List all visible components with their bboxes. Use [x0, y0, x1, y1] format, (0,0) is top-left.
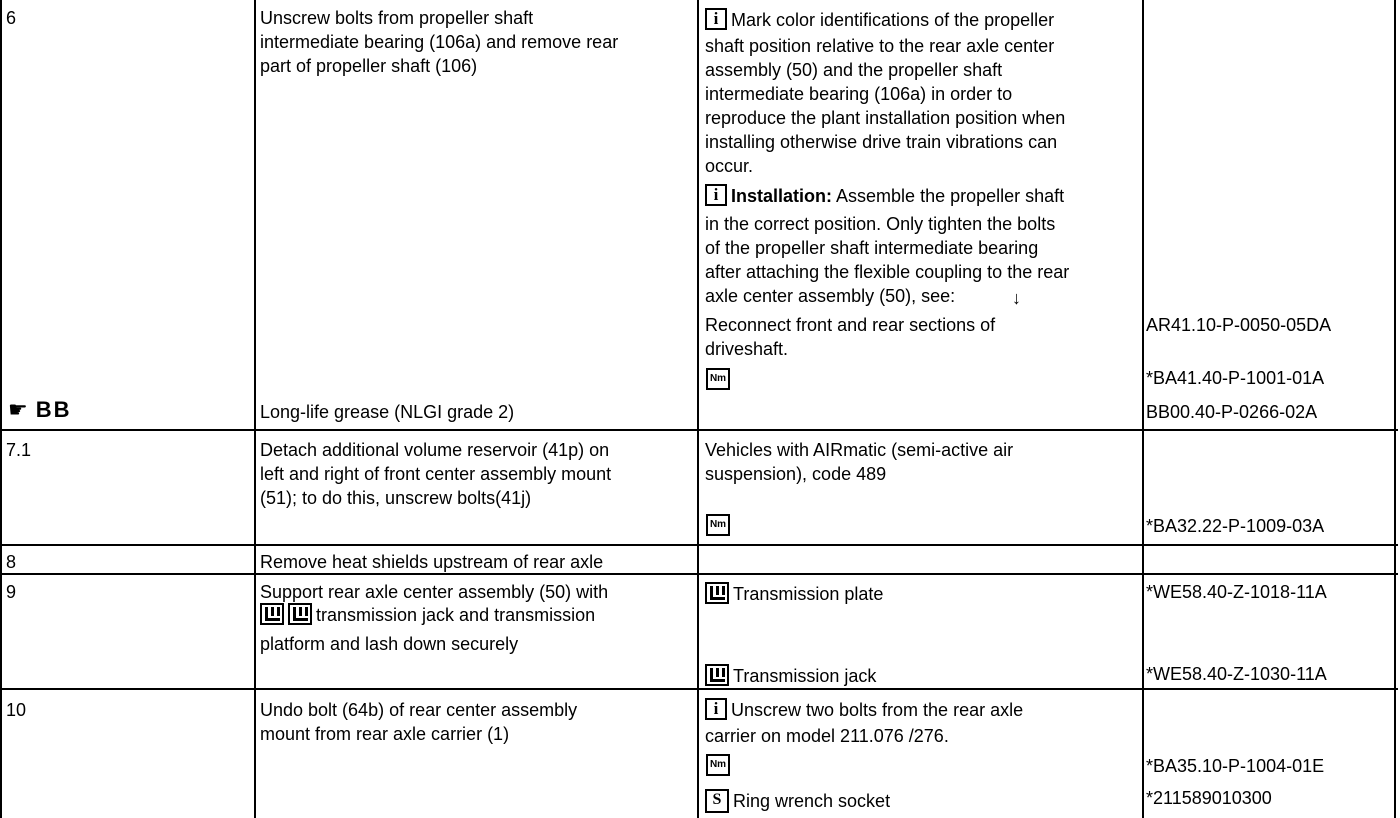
reference-link[interactable]: *WE58.40-Z-1030-11A	[1146, 664, 1327, 684]
reference-link[interactable]: AR41.10-P-0050-05DA	[1146, 315, 1332, 335]
installation-label: Installation:	[731, 186, 833, 206]
step-number: 9	[6, 582, 17, 602]
action-text: mount from rear axle carrier (1)	[260, 724, 510, 744]
transmission-jack-icon[interactable]	[260, 603, 284, 625]
note-text: in the correct position. Only tighten the bolts	[705, 214, 1056, 234]
tool-item	[705, 664, 876, 688]
action-text: Remove heat shields upstream of rear axle	[260, 552, 604, 572]
step-number: 6	[6, 8, 17, 28]
reference-link[interactable]: BB00.40-P-0266-02A	[1146, 402, 1318, 422]
down-arrow-icon[interactable]: ↓	[1012, 288, 1021, 308]
action-text: Support rear axle center assembly (50) with	[260, 582, 609, 602]
note-text: Mark color identifications of the propeller	[731, 10, 1055, 30]
column-divider	[254, 0, 256, 818]
note-text: of the propeller shaft intermediate bearing	[705, 238, 1039, 258]
reconnect-link-text[interactable]: Reconnect front and rear sections of	[705, 315, 996, 335]
row-divider	[2, 429, 1398, 431]
note-text: after attaching the flexible coupling to the rear	[705, 262, 1070, 282]
info-icon: i	[705, 184, 727, 206]
transmission-plate-icon[interactable]	[705, 582, 729, 604]
note-text: reproduce the plant installation position when	[705, 108, 1066, 128]
tool-item	[705, 582, 883, 606]
action-text: Detach additional volume reservoir (41p) on	[260, 440, 610, 460]
action-text: part of propeller shaft (106)	[260, 56, 478, 76]
tool-name: Transmission jack	[733, 666, 877, 686]
pointing-hand-icon: ☛	[8, 397, 30, 422]
action-with-icons	[260, 603, 595, 627]
note-text: assembly (50) and the propeller shaft	[705, 60, 1003, 80]
info-note	[705, 698, 1023, 722]
info-icon: i	[705, 8, 727, 30]
note-text: axle center assembly (50), see:	[705, 286, 956, 306]
torque-icon[interactable]: Nm	[706, 368, 730, 390]
action-text: intermediate bearing (106a) and remove rear	[260, 32, 619, 52]
action-text: transmission jack and transmission	[316, 605, 596, 625]
reference-link[interactable]: *BA32.22-P-1009-03A	[1146, 516, 1325, 536]
reconnect-link-text[interactable]: driveshaft.	[705, 339, 789, 359]
action-text: Undo bolt (64b) of rear center assembly	[260, 700, 578, 720]
tool-item	[705, 789, 890, 813]
row-divider	[2, 688, 1398, 690]
step-number: 7.1	[6, 440, 32, 460]
note-text: suspension), code 489	[705, 464, 887, 484]
note-text: Vehicles with AIRmatic (semi-active air	[705, 440, 1014, 460]
transmission-plate-icon[interactable]	[288, 603, 312, 625]
tool-name: Transmission plate	[733, 584, 884, 604]
note-text: Assemble the propeller shaft	[836, 186, 1065, 206]
row-divider	[2, 544, 1398, 546]
action-text: left and right of front center assembly mount	[260, 464, 612, 484]
reference-link[interactable]: *BA35.10-P-1004-01E	[1146, 756, 1325, 776]
step-number: 8	[6, 552, 17, 572]
column-divider	[697, 0, 699, 818]
installation-note	[705, 184, 1064, 208]
grease-text: Long-life grease (NLGI grade 2)	[260, 402, 515, 422]
ring-wrench-socket-icon[interactable]: S	[705, 789, 729, 813]
step-number: 10	[6, 700, 27, 720]
info-note	[705, 8, 1054, 32]
tool-name: Ring wrench socket	[733, 791, 891, 811]
reference-link[interactable]: *WE58.40-Z-1018-11A	[1146, 582, 1327, 602]
action-text: platform and lash down securely	[260, 634, 519, 654]
note-text: installing otherwise drive train vibrations can	[705, 132, 1058, 152]
torque-icon[interactable]: Nm	[706, 754, 730, 776]
note-text: Unscrew two bolts from the rear axle	[731, 700, 1024, 720]
column-divider	[1142, 0, 1144, 818]
transmission-jack-icon[interactable]	[705, 664, 729, 686]
action-text: (51); to do this, unscrew bolts(41j)	[260, 488, 532, 508]
info-icon: i	[705, 698, 727, 720]
reference-link[interactable]: *211589010300	[1146, 788, 1272, 808]
note-text: occur.	[705, 156, 754, 176]
bb-label: ☛ BB	[8, 397, 72, 422]
row-divider	[2, 573, 1398, 575]
note-text: intermediate bearing (106a) in order to	[705, 84, 1013, 104]
note-text: shaft position relative to the rear axle center	[705, 36, 1055, 56]
note-text: carrier on model 211.076 /276.	[705, 726, 949, 746]
reference-link[interactable]: *BA41.40-P-1001-01A	[1146, 368, 1325, 388]
torque-icon[interactable]: Nm	[706, 514, 730, 536]
action-text: Unscrew bolts from propeller shaft	[260, 8, 534, 28]
